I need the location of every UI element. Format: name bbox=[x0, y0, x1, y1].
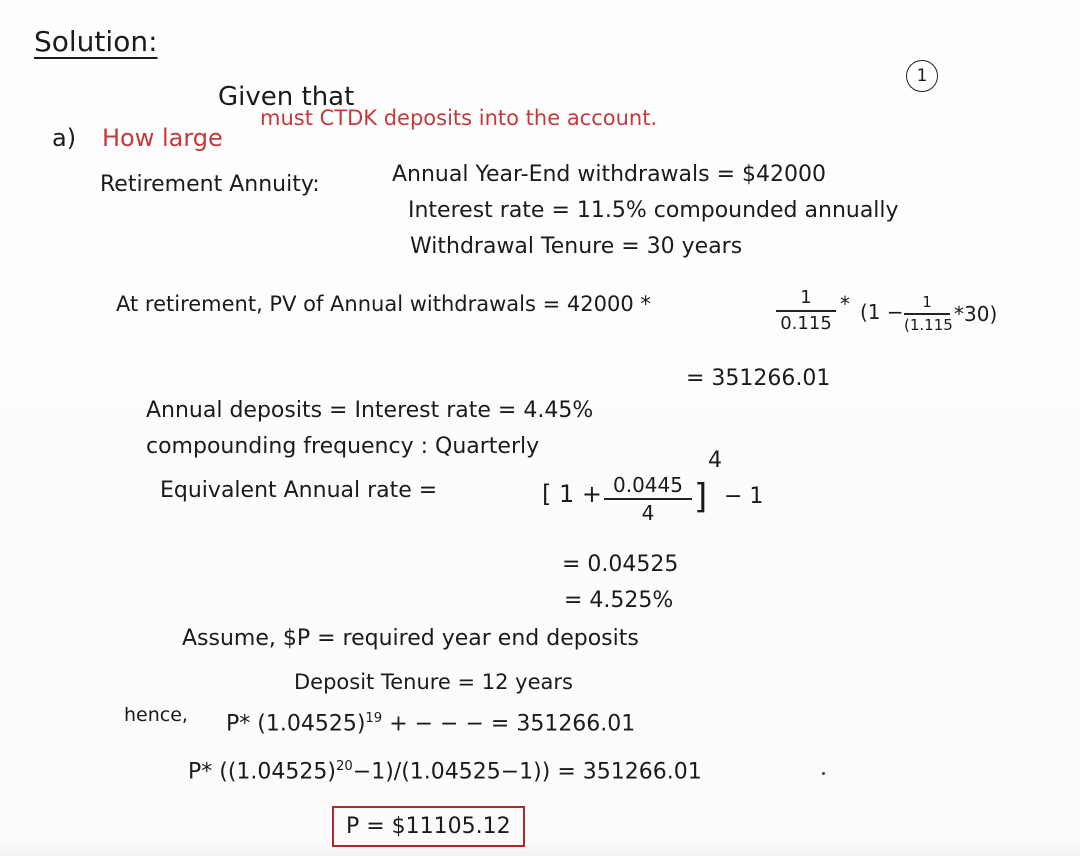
bracket-close: ] bbox=[694, 477, 708, 517]
rate-result-2: = 4.525% bbox=[564, 588, 674, 613]
hence-label: hence, bbox=[124, 704, 188, 726]
hence-eq2 bbox=[188, 760, 702, 783]
pv-fraction bbox=[776, 288, 836, 334]
rate-fraction bbox=[604, 474, 692, 524]
retirement-interest: Interest rate = 11.5% compounded annually bbox=[408, 198, 899, 223]
pv-frac-den: 0.115 bbox=[780, 312, 832, 334]
pv-paren-open: (1 − bbox=[860, 300, 904, 324]
retirement-tenure: Withdrawal Tenure = 30 years bbox=[410, 234, 743, 259]
rate-frac-num: 0.0445 bbox=[613, 473, 683, 497]
pv-result: = 351266.01 bbox=[686, 366, 831, 391]
assume-line-2: Deposit Tenure = 12 years bbox=[294, 670, 573, 694]
page-number: 1 bbox=[916, 66, 928, 86]
bottom-edge bbox=[0, 840, 1080, 856]
pv-inner-num: 1 bbox=[922, 293, 932, 311]
hence-eq1-b: + − − − = 351266.01 bbox=[389, 711, 636, 737]
page-number-circle bbox=[906, 60, 938, 92]
pv-frac-bar bbox=[776, 310, 836, 312]
question-a-label: a) bbox=[52, 124, 77, 152]
rate-minus-one: − 1 bbox=[724, 484, 764, 509]
hence-eq2-exp: 20 bbox=[335, 759, 353, 774]
assume-line-1: Assume, $P = required year end deposits bbox=[182, 626, 639, 651]
pv-power: *30) bbox=[954, 302, 998, 326]
question-a-text-2: must CTDK deposits into the account. bbox=[260, 106, 658, 130]
question-a-text-1: How large bbox=[102, 124, 223, 152]
pv-inner-bar bbox=[904, 313, 950, 315]
bracket-open: [ 1 + bbox=[542, 480, 602, 508]
pv-label: At retirement, PV of Annual withdrawals = 42000 * bbox=[116, 292, 651, 316]
stray-dot bbox=[822, 772, 825, 775]
hence-eq2-b: −1)/(1.04525−1)) = 351266.01 bbox=[352, 759, 702, 785]
retirement-withdrawals: Annual Year-End withdrawals = $42000 bbox=[392, 162, 826, 187]
pv-inner-fraction bbox=[904, 293, 953, 334]
hence-eq2-a: P* ((1.04525) bbox=[188, 759, 336, 785]
hence-eq1 bbox=[226, 712, 635, 735]
pv-star: * bbox=[840, 292, 850, 316]
rate-result-1: = 0.04525 bbox=[562, 552, 679, 577]
hence-eq1-a: P* (1.04525) bbox=[226, 711, 366, 737]
pv-frac-num: 1 bbox=[800, 287, 812, 308]
answer-value: P = $11105.12 bbox=[346, 814, 511, 839]
hence-eq1-exp: 19 bbox=[365, 711, 383, 726]
deposits-line-2: compounding frequency : Quarterly bbox=[146, 434, 540, 459]
rate-frac-bar bbox=[604, 498, 692, 500]
pv-inner-den: (1.115 bbox=[904, 315, 953, 334]
retirement-label: Retirement Annuity: bbox=[100, 172, 320, 197]
deposits-line-3: Equivalent Annual rate = bbox=[160, 478, 438, 503]
rate-exponent: 4 bbox=[708, 448, 722, 473]
rate-frac-den: 4 bbox=[641, 501, 655, 525]
deposits-line-1: Annual deposits = Interest rate = 4.45% bbox=[146, 398, 594, 423]
given-that: Given that bbox=[218, 82, 355, 112]
solution-heading: Solution: bbox=[34, 25, 158, 58]
